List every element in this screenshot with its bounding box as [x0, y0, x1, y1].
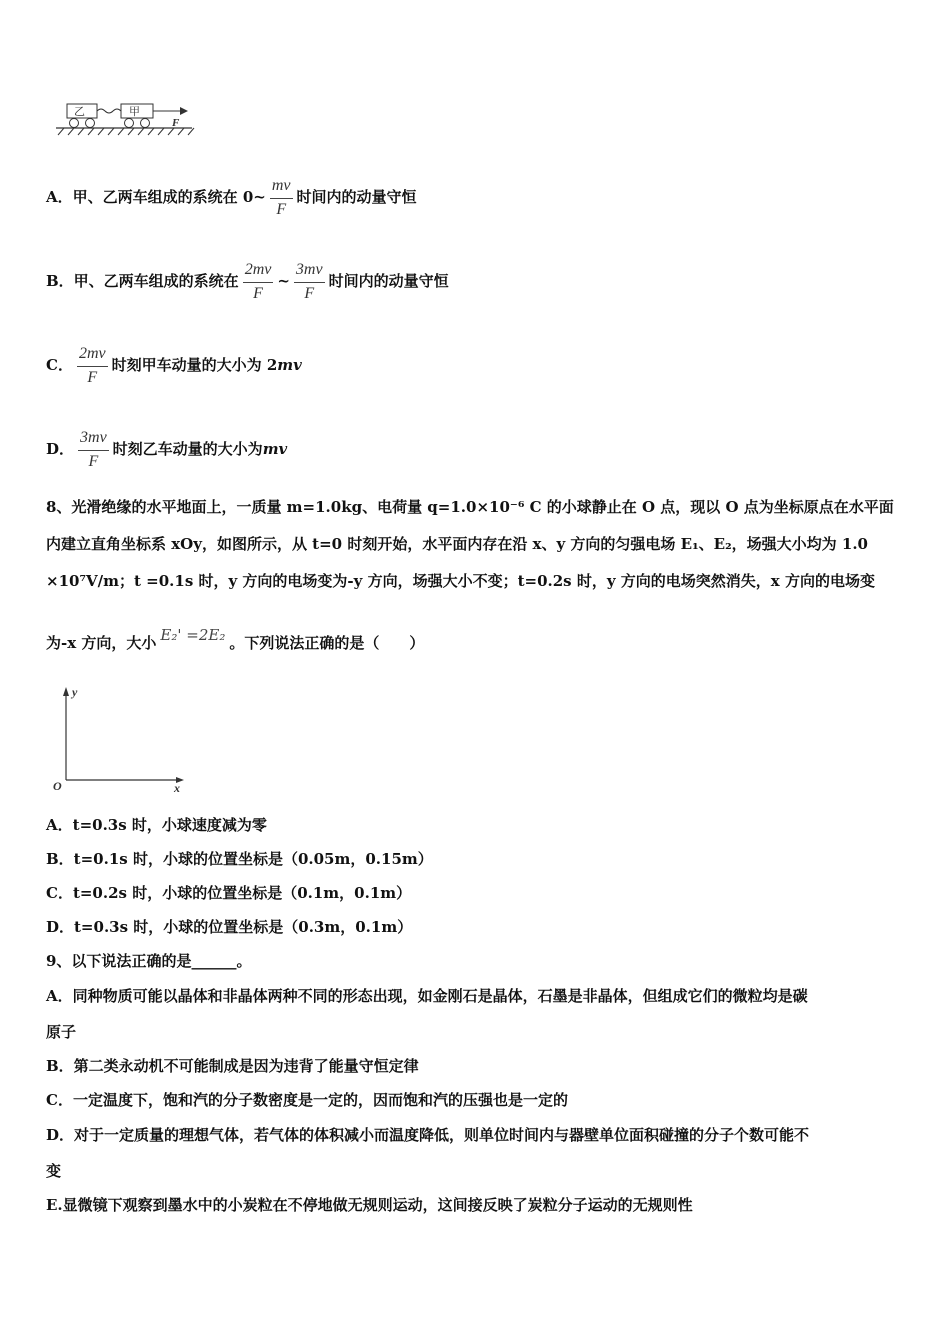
- y-axis-label: y: [72, 685, 78, 699]
- fraction: $\frac{3mv}{F}$: [295, 261, 323, 302]
- q8-option-d: D．t=0.3s 时，小球的位置坐标是（0.3m，0.1m）: [46, 918, 413, 936]
- q8-stem-line4: 为-x 方向，大小 E₂' =2E₂ 。下列说法正确的是（ ）: [46, 626, 425, 652]
- q9-option-a-line1: A．同种物质可能以晶体和非晶体两种不同的形态出现，如金刚石是晶体，石墨是非晶体，但组成它们的微粒均是碳: [46, 987, 808, 1005]
- q8-stem-line2: 内建立直角坐标系 xOy，如图所示，从 t=0 时刻开始，水平面内存在沿 x、y 方向的匀强电场 E₁、E₂，场强大小均为 1.0: [46, 535, 868, 553]
- formula-e2: E₂' =2E₂: [160, 626, 226, 644]
- y-axis-arrow: [63, 687, 69, 696]
- q9-option-b: B．第二类永动机不可能制成是因为违背了能量守恒定律: [46, 1057, 419, 1075]
- cart-jia-wheel: [125, 119, 134, 128]
- q8-option-a: A．t=0.3s 时，小球速度减为零: [46, 816, 267, 834]
- carts-figure: [52, 98, 197, 140]
- fraction: $\frac{2mv}{F}$: [244, 261, 272, 302]
- force-arrow-head: [180, 107, 188, 115]
- ground-hatching: [56, 128, 194, 135]
- cart-yi-label: 乙: [74, 105, 85, 118]
- q9-option-d-line2: 变: [46, 1162, 62, 1180]
- origin-label: O: [53, 779, 62, 793]
- q9-title: 9、以下说法正确的是______。: [46, 952, 252, 970]
- fraction: $\frac{3mv}{F}$: [80, 429, 107, 470]
- force-label: F: [172, 117, 180, 129]
- q9-option-c: C．一定温度下，饱和汽的分子数密度是一定的，因而饱和汽的压强也是一定的: [46, 1091, 568, 1109]
- q7-option-a: A．甲、乙两车组成的系统在 0~ $\frac{mv}{F}$ 时间内的动量守恒: [46, 177, 417, 218]
- fraction: $\frac{mv}{F}$: [271, 177, 291, 218]
- q8-stem-line1: 8、光滑绝缘的水平地面上，一质量 m=1.0kg、电荷量 q=1.0×10⁻⁶ C 的小球静止在 O 点，现以 O 点为坐标原点在水平面: [46, 498, 894, 516]
- q9-option-e: E.显微镜下观察到墨水中的小炭粒在不停地做无规则运动，这间接反映了炭粒分子运动的无规则性: [46, 1196, 693, 1214]
- xoy-axes-figure: [50, 684, 190, 796]
- q9-option-d-line1: D．对于一定质量的理想气体，若气体的体积减小而温度降低，则单位时间内与器壁单位面积碰撞的分子个数可能不: [46, 1126, 810, 1144]
- q7-option-b: B．甲、乙两车组成的系统在 $\frac{2mv}{F}$ ~ $\frac{3mv}{F}$ 时间内的动量守恒: [46, 261, 449, 302]
- fraction: $\frac{2mv}{F}$: [78, 345, 106, 386]
- connecting-cord: [97, 109, 121, 113]
- q8-option-b: B．t=0.1s 时，小球的位置坐标是（0.05m，0.15m）: [46, 850, 433, 868]
- cart-jia-wheel: [141, 119, 150, 128]
- q9-option-a-line2: 原子: [46, 1023, 77, 1041]
- q8-option-c: C．t=0.2s 时，小球的位置坐标是（0.1m，0.1m）: [46, 884, 412, 902]
- x-axis-label: x: [174, 781, 180, 795]
- cart-yi-wheel: [70, 119, 79, 128]
- cart-jia-label: 甲: [129, 105, 140, 118]
- cart-yi-wheel: [86, 119, 95, 128]
- q7-option-c: C． $\frac{2mv}{F}$ 时刻甲车动量的大小为 2mv: [46, 345, 302, 386]
- q7-option-d: D． $\frac{3mv}{F}$ 时刻乙车动量的大小为mv: [46, 429, 288, 470]
- q8-stem-line3: ×10⁷V/m；t =0.1s 时，y 方向的电场变为-y 方向，场强大小不变；t=0.2s 时，y 方向的电场突然消失，x 方向的电场变: [46, 572, 875, 590]
